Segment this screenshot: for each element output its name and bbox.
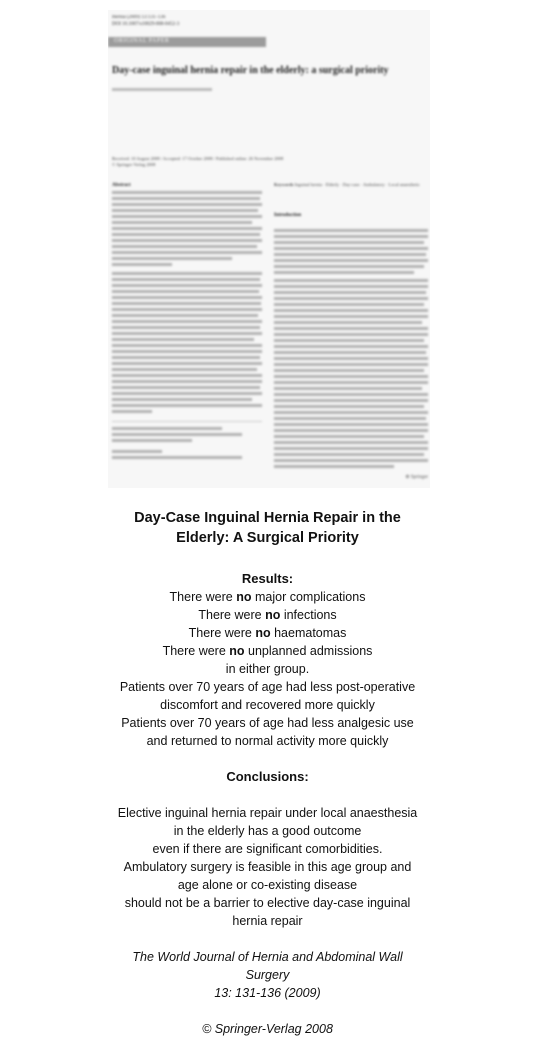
paper-band-label: ORIGINAL PAPER	[114, 38, 170, 44]
summary-title-line-1: Day-Case Inguinal Hernia Repair in the	[134, 510, 401, 526]
paper-copyright-line: © Springer-Verlag 2008	[112, 162, 156, 167]
conclusion-line: Elective inguinal hernia repair under local anaesthesia	[117, 806, 418, 820]
conclusion-line: hernia repair	[232, 914, 303, 928]
citation-journal: The World Journal of Hernia and Abdominal Wall	[132, 950, 403, 964]
springer-logo: ⊕ Springer	[405, 475, 428, 480]
paper-dates	[112, 156, 283, 168]
paper-first-page-image	[108, 10, 430, 488]
conclusion-line: should not be a barrier to elective day-case inguinal	[124, 896, 411, 910]
paper-authors	[112, 88, 212, 91]
result-item: There were no haematomas	[188, 626, 347, 640]
paper-journal-meta	[112, 14, 179, 28]
paper-journal-line: Hernia (2009) 13:131–136	[112, 15, 166, 20]
summary-panel	[0, 508, 535, 1038]
summary-title-line-2: Elderly: A Surgical Priority	[176, 530, 359, 546]
copyright-notice: © Springer-Verlag 2008	[202, 1022, 333, 1036]
results-heading: Results:	[241, 571, 294, 586]
paper-abstract-head: Abstract	[112, 183, 131, 188]
result-item: There were no major complications	[169, 590, 366, 604]
result-line: discomfort and recovered more quickly	[160, 698, 375, 712]
paper-received-line: Received: 10 August 2008 / Accepted: 17 October 2008 / Published online: 26 November 2008	[112, 156, 284, 161]
conclusion-line: age alone or co-existing disease	[177, 878, 358, 892]
paper-section-band	[108, 37, 266, 47]
conclusions-heading: Conclusions:	[226, 769, 309, 784]
result-item: There were no unplanned admissions	[162, 644, 373, 658]
paper-doi: DOI 10.1007/s10029-008-0452-3	[112, 22, 180, 27]
result-line: Patients over 70 years of age had less post-operative	[119, 680, 416, 694]
result-item: There were no infections	[198, 608, 337, 622]
paper-keywords-text: Inguinal hernia · Elderly · Day-case · Ambulatory · Local anaesthetic	[294, 182, 420, 187]
conclusion-line: in the elderly has a good outcome	[173, 824, 362, 838]
paper-title: Day-case inguinal hernia repair in the elderly: a surgical priority	[112, 65, 389, 76]
conclusion-line: even if there are significant comorbidities.	[152, 842, 383, 856]
result-line: and returned to normal activity more quickly	[146, 734, 389, 748]
result-line: in either group.	[225, 662, 310, 676]
paper-keywords-head: Keywords	[274, 182, 294, 187]
conclusion-line: Ambulatory surgery is feasible in this age group and	[123, 860, 412, 874]
citation-volume: 13: 131-136 (2009)	[214, 986, 321, 1000]
paper-keywords	[274, 182, 428, 188]
result-line: Patients over 70 years of age had less analgesic use	[121, 716, 414, 730]
paper-intro-head: Introduction	[274, 213, 302, 218]
citation-journal-cont: Surgery	[245, 968, 290, 982]
